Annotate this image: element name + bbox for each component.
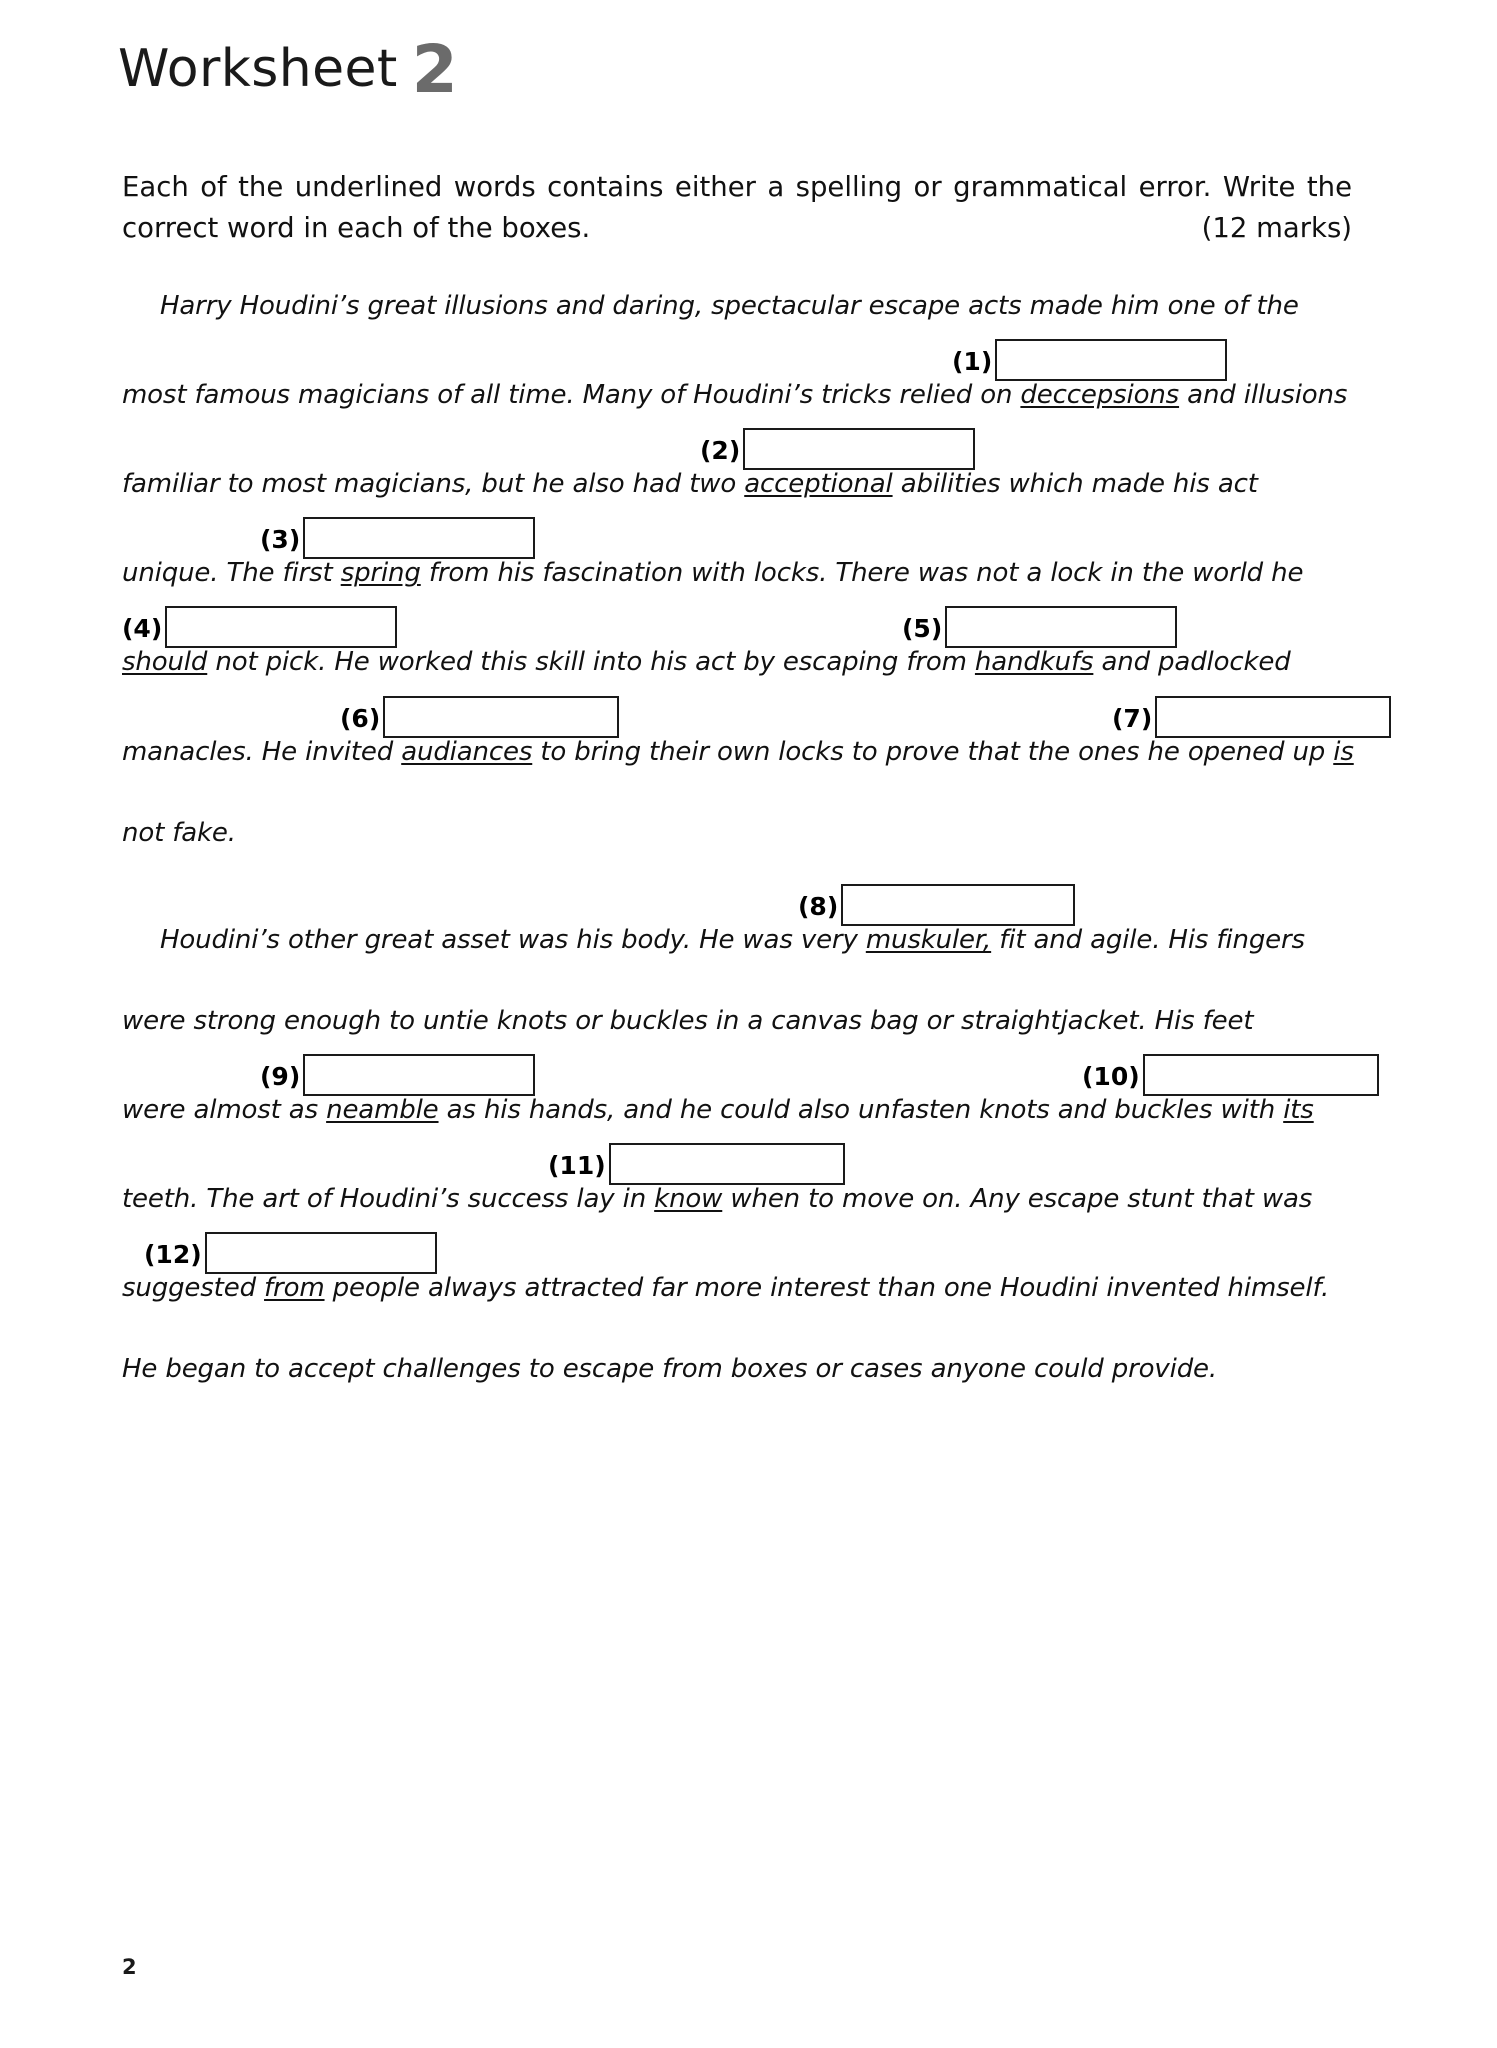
text-segment: not fake.: [122, 817, 236, 848]
answer-label-12: (12): [144, 1240, 202, 1270]
passage-row-4: [122, 559, 1362, 588]
text-segment: when to move on. Any escape stunt that was: [722, 1184, 1313, 1215]
answer-box-7[interactable]: [1155, 696, 1391, 738]
underlined-word-deccepsions: deccepsions: [1020, 380, 1180, 411]
answer-group-3: [260, 517, 535, 559]
text-segment: Harry Houdini’s great illusions and daring, spectacular escape acts made him one of the: [160, 291, 1299, 321]
answer-row-8: [122, 882, 1362, 926]
answer-row-1: [122, 337, 1362, 381]
passage-row-6: [122, 738, 1362, 767]
answer-label-7: (7): [1112, 703, 1153, 733]
text-segment: most famous magicians of all time. Many of Houdini’s tricks relied on: [122, 380, 1021, 411]
text-line-2: [122, 381, 1362, 410]
text-line-4: [122, 559, 1362, 588]
instructions-line-1: Each of the underlined words contains either a spelling or grammatical error. Write the: [122, 171, 1352, 203]
answer-group-10: [1082, 1054, 1379, 1096]
text-line-1: [122, 292, 1362, 321]
text-segment: and padlocked: [1093, 647, 1291, 678]
underlined-word-is: is: [1333, 736, 1354, 767]
answer-group-9: [260, 1054, 535, 1096]
text-line-11: [122, 1185, 1362, 1214]
passage-body: [122, 292, 1362, 1384]
answer-row-3: [122, 515, 1362, 559]
page-title: Worksheet: [118, 38, 398, 99]
text-segment: He began to accept challenges to escape from boxes or cases anyone could provide.: [122, 1354, 1218, 1385]
passage-row-5: [122, 648, 1362, 677]
text-segment: people always attracted far more interest than one Houdini invented himself.: [324, 1273, 1330, 1304]
answer-group-5: [902, 606, 1177, 648]
text-line-9: [122, 1007, 1362, 1036]
answer-box-5[interactable]: [945, 606, 1177, 648]
answer-group-2: [700, 428, 975, 470]
text-segment: teeth. The art of Houdini’s success lay in: [122, 1184, 655, 1215]
answer-label-3: (3): [260, 525, 301, 555]
text-segment: fit and agile. His fingers: [991, 924, 1305, 955]
answer-group-12: [144, 1232, 437, 1274]
text-line-8: [122, 926, 1362, 955]
text-segment: manacles. He invited: [122, 736, 402, 767]
answer-label-6: (6): [340, 703, 381, 733]
text-line-7: [122, 819, 1362, 848]
page-header: [118, 31, 458, 108]
answer-label-8: (8): [798, 891, 839, 921]
passage-row-9: [122, 1007, 1362, 1036]
answer-row-4-5: [122, 604, 1362, 648]
passage-row-2: [122, 381, 1362, 410]
underlined-word-handkufs: handkufs: [974, 647, 1094, 678]
worksheet-number: 2: [411, 31, 458, 108]
answer-label-1: (1): [952, 347, 993, 377]
answer-label-5: (5): [902, 614, 943, 644]
text-segment: not pick. He worked this skill into his act by escaping from: [207, 647, 975, 678]
text-line-12: [122, 1274, 1362, 1303]
answer-box-1[interactable]: [995, 339, 1227, 381]
text-segment: and illusions: [1179, 380, 1348, 411]
answer-row-12: [122, 1230, 1362, 1274]
text-line-13: [122, 1355, 1362, 1384]
marks-total: (12 marks): [1201, 212, 1352, 245]
passage-row-10: [122, 1096, 1362, 1125]
text-segment: to bring their own locks to prove that the ones he opened up: [532, 736, 1334, 767]
passage-row-13: [122, 1355, 1362, 1384]
answer-group-8: [798, 884, 1075, 926]
text-line-6: [122, 738, 1362, 767]
answer-row-2: [122, 426, 1362, 470]
answer-box-6[interactable]: [383, 696, 619, 738]
answer-group-6: [340, 696, 619, 738]
underlined-word-should: should: [122, 647, 208, 678]
underlined-word-from: from: [264, 1273, 325, 1304]
answer-box-10[interactable]: [1143, 1054, 1379, 1096]
instructions-line-2-row: [122, 209, 1352, 248]
text-segment: were almost as: [122, 1094, 327, 1125]
answer-group-11: [548, 1143, 845, 1185]
passage-row-8: [122, 926, 1362, 955]
underlined-word-muskuler: muskuler,: [865, 924, 992, 955]
passage-row-7: [122, 819, 1362, 848]
passage-row-3: [122, 470, 1362, 499]
answer-box-8[interactable]: [841, 884, 1075, 926]
answer-label-11: (11): [548, 1151, 606, 1181]
underlined-word-audiances: audiances: [401, 736, 533, 767]
underlined-word-acceptional: acceptional: [744, 469, 893, 500]
answer-row-11: [122, 1141, 1362, 1185]
text-line-5: [122, 648, 1362, 677]
text-segment: Houdini’s other great asset was his body. He was very: [160, 924, 866, 955]
page-number: 2: [122, 1955, 137, 1979]
text-segment: familiar to most magicians, but he also had two: [122, 469, 745, 500]
answer-label-4: (4): [122, 614, 163, 644]
underlined-word-neamble: neamble: [326, 1094, 439, 1125]
underlined-word-know: know: [654, 1184, 723, 1215]
text-segment: as his hands, and he could also unfasten knots and buckles with: [438, 1094, 1284, 1125]
passage-row-12: [122, 1274, 1362, 1303]
passage-row-1: [122, 292, 1362, 321]
text-segment: unique. The first: [122, 558, 341, 589]
answer-box-3[interactable]: [303, 517, 535, 559]
underlined-word-spring: spring: [340, 558, 421, 589]
underlined-word-its: its: [1283, 1094, 1314, 1125]
answer-label-9: (9): [260, 1061, 301, 1091]
answer-group-7: [1112, 696, 1391, 738]
answer-label-10: (10): [1082, 1061, 1140, 1091]
instructions-block: [122, 168, 1352, 248]
answer-box-12[interactable]: [205, 1232, 437, 1274]
answer-group-4: [122, 606, 397, 648]
text-segment: were strong enough to untie knots or buckles in a canvas bag or straightjacket. His feet: [122, 1005, 1254, 1036]
instructions-line-2: correct word in each of the boxes.: [122, 212, 591, 245]
text-segment: from his fascination with locks. There was not a lock in the world he: [420, 558, 1304, 589]
text-segment: suggested: [122, 1273, 265, 1304]
answer-box-4[interactable]: [165, 606, 397, 648]
answer-row-9-10: [122, 1052, 1362, 1096]
answer-box-9[interactable]: [303, 1054, 535, 1096]
answer-label-2: (2): [700, 436, 741, 466]
answer-box-2[interactable]: [743, 428, 975, 470]
answer-row-6-7: [122, 694, 1362, 738]
text-line-3: [122, 470, 1362, 499]
passage-row-11: [122, 1185, 1362, 1214]
answer-group-1: [952, 339, 1227, 381]
text-segment: abilities which made his act: [892, 469, 1258, 500]
text-line-10: [122, 1096, 1362, 1125]
answer-box-11[interactable]: [609, 1143, 845, 1185]
